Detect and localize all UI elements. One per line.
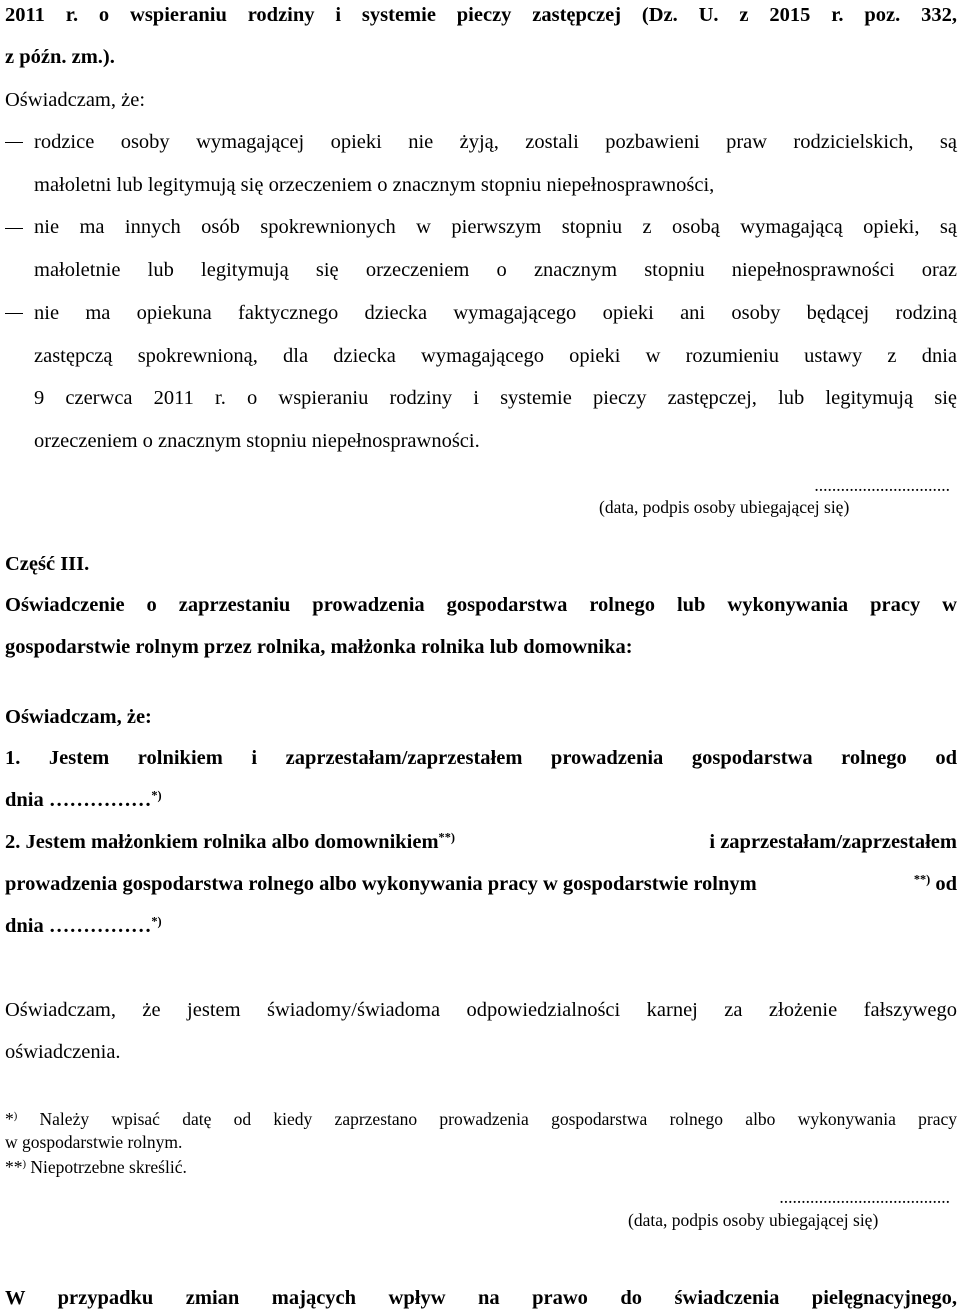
signature-dots: ....................................... xyxy=(779,1187,950,1207)
statement-2: 2. Jestem małżonkiem rolnika albo domownikiem**) i zaprzestałam/zaprzestałem xyxy=(5,830,957,853)
bullet-dash xyxy=(5,142,23,143)
declaration-title: Oświadczam, że: xyxy=(5,706,152,728)
bullet-item: nie ma innych osób spokrewnionych w pierwszym stopniu z osobą wymagającą opieki, są xyxy=(34,216,957,238)
section-title: Część III. xyxy=(5,553,90,575)
bullet-item: małoletnie lub legitymują się orzeczeniem o znacznym stopniu niepełnosprawności oraz xyxy=(34,259,957,281)
bullet-item: nie ma opiekuna faktycznego dziecka wymagającego opieki ani osoby będącej rodziną xyxy=(34,302,957,324)
text-line: W przypadku zmian mających wpływ na prawo do świadczenia pielęgnacyjnego, xyxy=(5,1287,957,1309)
bullet-item: 9 czerwca 2011 r. o wspieraniu rodziny i systemie pieczy zastępczej, lub legitymują się xyxy=(34,387,957,409)
footnote-1: *) Należy wpisać datę od kiedy zaprzestano prowadzenia gospodarstwa rolnego albo wykonywania pracy xyxy=(5,1109,958,1129)
section-heading: Oświadczenie o zaprzestaniu prowadzenia gospodarstwa rolnego lub wykonywania pracy w xyxy=(5,594,957,616)
bullet-item: orzeczeniem o znacznym stopniu niepełnosprawności. xyxy=(34,430,480,452)
signature-label: (data, podpis osoby ubiegającej się) xyxy=(628,1210,879,1230)
section-heading: gospodarstwie rolnym przez rolnika, małżonka rolnika lub domownika: xyxy=(5,636,633,658)
bullet-dash xyxy=(5,313,23,314)
statement-1: 1. Jestem rolnikiem i zaprzestałam/zaprzestałem prowadzenia gospodarstwa rolnego od xyxy=(5,747,957,769)
text-line: Oświadczam, że: xyxy=(5,89,146,111)
statement-1-date: dnia ……………*) xyxy=(5,788,162,811)
text-line: z późn. zm.). xyxy=(5,46,115,68)
bullet-item: rodzice osoby wymagającej opieki nie żyją, zostali pozbawieni praw rodzicielskich, są xyxy=(34,131,957,153)
footnote-2: **) Niepotrzebne skreślić. xyxy=(5,1157,187,1177)
signature-label: (data, podpis osoby ubiegającej się) xyxy=(599,497,850,517)
responsibility-statement: Oświadczam, że jestem świadomy/świadoma odpowiedzialności karnej za złożenie fałszywego xyxy=(5,999,957,1021)
statement-2-date: dnia ……………*) xyxy=(5,914,162,937)
bullet-dash xyxy=(5,228,23,229)
statement-2: prowadzenia gospodarstwa rolnego albo wykonywania pracy w gospodarstwie rolnym **) od xyxy=(5,872,957,895)
bullet-item: małoletni lub legitymują się orzeczeniem o znacznym stopniu niepełnosprawności, xyxy=(34,174,715,196)
bullet-item: zastępczą spokrewnioną, dla dziecka wymagającego opieki w rozumieniu ustawy z dnia xyxy=(34,345,957,367)
signature-dots: ............................... xyxy=(814,475,950,495)
responsibility-statement: oświadczenia. xyxy=(5,1041,121,1063)
text-line: 2011 r. o wspieraniu rodziny i systemie pieczy zastępczej (Dz. U. z 2015 r. poz. 332, xyxy=(5,4,957,26)
footnote-1: w gospodarstwie rolnym. xyxy=(5,1132,183,1152)
